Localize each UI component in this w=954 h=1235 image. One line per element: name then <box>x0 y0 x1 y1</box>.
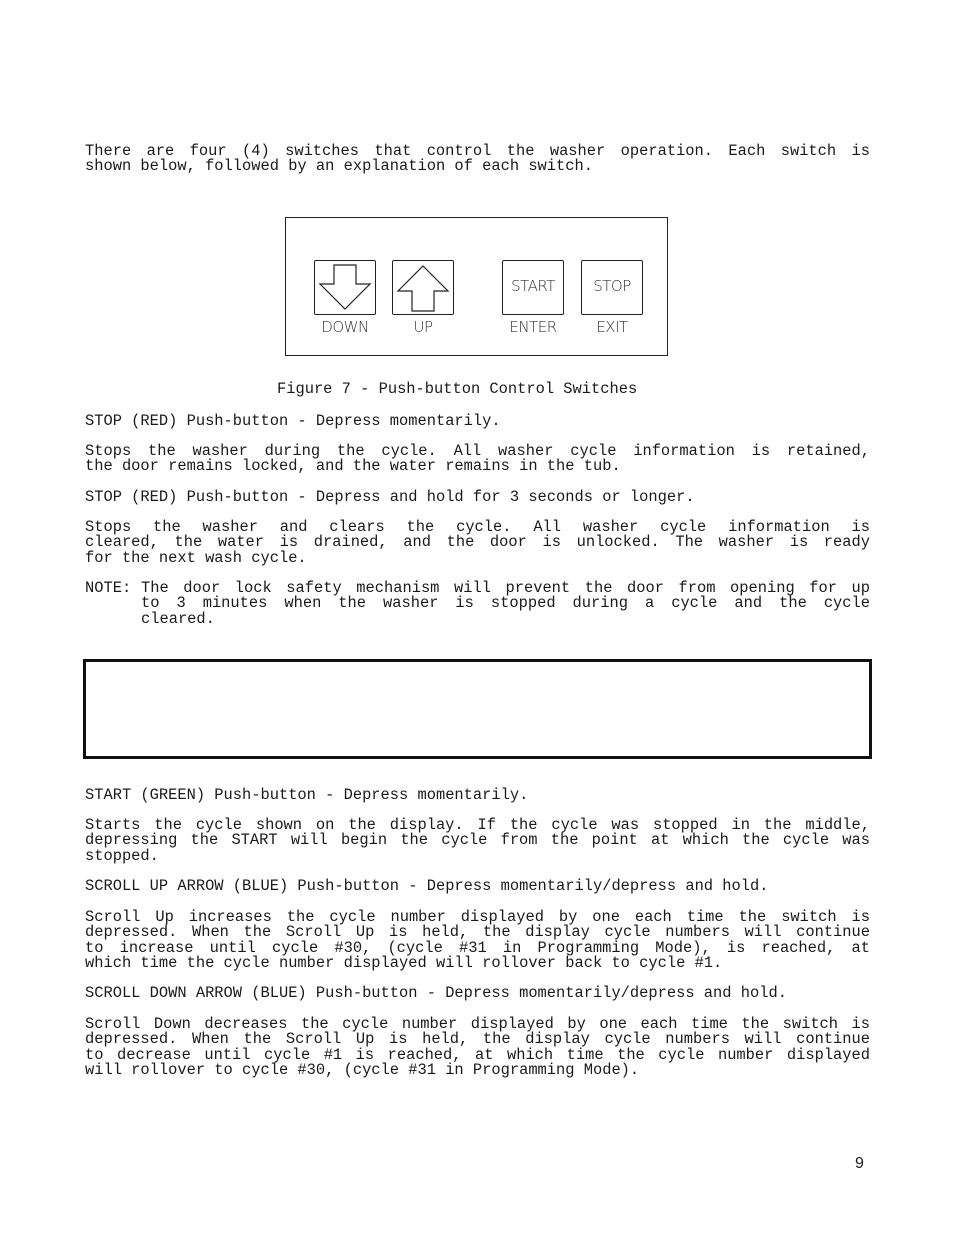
paragraph-line: Stops the washer and clears the cycle. All washer cycle information is <box>85 518 870 536</box>
paragraph-line: for the next wash cycle. <box>85 548 307 567</box>
stop-momentary-paragraph <box>85 444 870 475</box>
paragraph-line: the door remains locked, and the water remains in the tub. <box>85 457 621 476</box>
paragraph-line: which time the cycle number displayed will rollover back to cycle #1. <box>85 954 723 973</box>
intro-line: There are four (4) switches that control the washer operation. Each switch is <box>85 142 870 160</box>
stop-hold-heading: STOP (RED) Push-button - Depress and hold for 3 seconds or longer. <box>85 488 695 506</box>
paragraph-line: to decrease until cycle #1 is reached, at which time the cycle number displayed <box>85 1045 870 1064</box>
warning-box <box>83 659 872 759</box>
down-arrow-icon <box>315 261 375 314</box>
up-button <box>392 260 454 315</box>
page-number: 9 <box>855 1155 864 1172</box>
paragraph-line: cleared, the water is drained, and the door is unlocked. The washer is ready <box>85 533 870 552</box>
note-line: cleared. <box>141 609 215 628</box>
start-heading: START (GREEN) Push-button - Depress momentarily. <box>85 786 529 804</box>
stop-hold-paragraph <box>85 520 870 566</box>
paragraph-line: to increase until cycle #30, (cycle #31 in Programming Mode), is reached, at <box>85 938 870 957</box>
scroll-up-heading: SCROLL UP ARROW (BLUE) Push-button - Depress momentarily/depress and hold. <box>85 877 769 895</box>
note-paragraph <box>141 581 870 627</box>
note-label: NOTE: <box>85 579 132 597</box>
start-button <box>502 260 564 315</box>
exit-label: EXIT <box>596 318 628 336</box>
note-line: The door lock safety mechanism will prevent the door from opening for up <box>141 579 870 597</box>
note-line: to 3 minutes when the washer is stopped during a cycle and the cycle <box>141 594 870 613</box>
paragraph-line: depressed. When the Scroll Up is held, the display cycle numbers will continue <box>85 923 870 942</box>
stop-button <box>581 260 643 315</box>
paragraph-line: Scroll Up increases the cycle number displayed by one each time the switch is <box>85 908 870 926</box>
stop-button-text: STOP <box>593 277 631 295</box>
paragraph-line: Stops the washer during the cycle. All washer cycle information is retained, <box>85 442 870 460</box>
enter-label: ENTER <box>509 318 557 336</box>
down-label: DOWN <box>321 318 369 336</box>
paragraph-line: Starts the cycle shown on the display. If the cycle was stopped in the middle, <box>85 816 870 834</box>
control-switches-figure <box>285 217 668 356</box>
up-arrow-icon <box>393 261 453 314</box>
paragraph-line: depressing the START will begin the cycle from the point at which the cycle was <box>85 831 870 850</box>
scroll-down-heading: SCROLL DOWN ARROW (BLUE) Push-button - Depress momentarily/depress and hold. <box>85 984 787 1002</box>
paragraph-line: will rollover to cycle #30, (cycle #31 in Programming Mode). <box>85 1061 640 1080</box>
scroll-up-paragraph <box>85 910 870 972</box>
stop-momentary-heading: STOP (RED) Push-button - Depress momentarily. <box>85 412 501 430</box>
paragraph-line: depressed. When the Scroll Up is held, the display cycle numbers will continue <box>85 1030 870 1049</box>
start-button-text: START <box>511 277 555 295</box>
intro-paragraph <box>85 144 870 175</box>
up-label: UP <box>413 318 433 336</box>
start-paragraph <box>85 818 870 864</box>
down-button <box>314 260 376 315</box>
paragraph-line: Scroll Down decreases the cycle number displayed by one each time the switch is <box>85 1015 870 1033</box>
paragraph-line: stopped. <box>85 846 159 865</box>
scroll-down-paragraph <box>85 1017 870 1079</box>
intro-line: shown below, followed by an explanation of each switch. <box>85 157 593 176</box>
figure-caption: Figure 7 - Push-button Control Switches <box>277 380 638 398</box>
